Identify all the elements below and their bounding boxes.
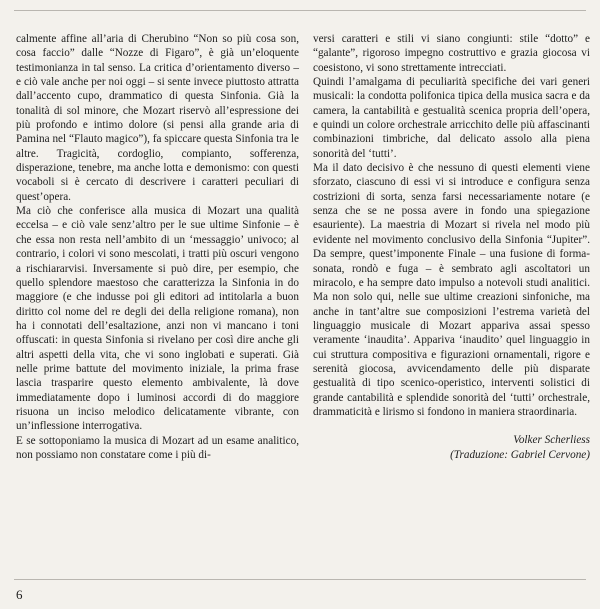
translator-credit: (Traduzione: Gabriel Cervone)	[450, 448, 590, 461]
author-name: Volker Scherliess	[513, 434, 590, 447]
top-rule	[14, 10, 586, 11]
signature-block	[313, 433, 590, 462]
right-paragraph-3: Ma il dato decisivo è che nessuno di questi elementi viene sforzato, ciascuno di essi vi si introduce e configura senza costrizioni di sorta, senza farsi necessariamente notare (e senza che se ne possa avere in fondo una spiegazione esauriente). La maestria di Mozart si rivela nel modo più evidente nel movimento conclusivo della Sinfonia “Jupiter”. Da sempre, quest’imponente Finale – una fusione di forma-sonata, rondò e fuga – è sembrato agli ascoltatori un miracolo, e ha sempre dato impulso a notevoli studi analitici. Ma non solo qui, nelle sue ultime creazioni sinfoniche, ma anche in tant’altre sue composizioni l’estrema varietà del linguaggio musicale di Mozart appariva assai spesso veramente ‘inaudita’. Appariva ‘inaudito’ quel linguaggio in cui struttura compositiva e figurazioni ornamentali, rigore e serenità giocosa, avvicendamento delle più disparate gestualità di tipo scenico-operistico, interventi solistici di grande cantabilità e splendide sonorità del ‘tutti’ orchestrale, drammaticità e lirismo si fondono in maniera straordinaria.	[313, 162, 590, 418]
right-paragraph-1: versi caratteri e stili vi siano congiunti: stile “dotto” e “galante”, rigoroso impegno costruttivo e grazia giocosa vi coesistono, vi sono strettamente intrecciati.	[313, 33, 590, 74]
page-number: 6	[16, 587, 23, 602]
left-column	[16, 32, 299, 462]
right-paragraph-2: Quindi l’amalgama di peculiarità specifiche dei vari generi musicali: la condotta polifonica tipica della musica sacra e da camera, la cantabilità e gestualità scenica propria dell’opera, e quindi un colore orchestrale arricchito delle più affascinanti combinazioni timbriche, dal delicato assolo alla piena sonorità del ‘tutti’.	[313, 76, 590, 160]
left-paragraph-2: Ma ciò che conferisce alla musica di Mozart una qualità eccelsa – e ciò vale senz’altro per le sue ultime Sinfonie – è che essa non resta nell’ambito di un ‘messaggio’ univoco; al contrario, i colori vi sono mescolati, i tratti più oscuri vengono a rischiararvisi. Inversamente si può dire, per esempio, che quello splendore maestoso che caratterizza la Sinfonia in do maggiore (e che indusse poi gli editori ad intitolarla a buon diritto col nome del re degli dei della religione romana), non ha i connotati dell’esaltazione, anzi non vi mancano i toni offuscati: in questa Sinfonia si rivelano per così dire anche gli altri aspetti della vita, che vi sono inglobati e superati. Già nelle prime battute del movimento iniziale, la prima frase lascia trasparire questo elemento ambivalente, là dove immediatamente dopo i luminosi accordi di do maggiore risuona un inciso melodico delicatamente vibrante, con un’inflessione interrogativa.	[16, 205, 299, 433]
bottom-rule	[14, 579, 586, 580]
right-column	[313, 32, 590, 462]
left-paragraph-3: E se sottoponiamo la musica di Mozart ad un esame analitico, non possiamo non constatare come i più di-	[16, 434, 299, 461]
left-paragraph-1: calmente affine all’aria di Cherubino “Non so più cosa son, cosa faccio” dalle “Nozze di Figaro”, è già un’eloquente testimonianza in tal senso. La critica d’orientamento diverso – e ciò vale anche per noi oggi – si sente invece piuttosto attratta dall’accento cupo, drammatico di questa Sinfonia. Già la tonalità di sol minore, che Mozart riservò all’espressione dei più profondo e intimo dolore (si pensi alla grande aria di Pamina nel “Flauto magico”), fa spiccare questa Sinfonia tra le altre. Tragicità, cordoglio, compianto, sofferenza, disperazione, tenebre, ma anche lotta e demonismo: con questi vocaboli si è cercato di descrivere i caratteri peculiari di quest’opera.	[16, 33, 299, 203]
